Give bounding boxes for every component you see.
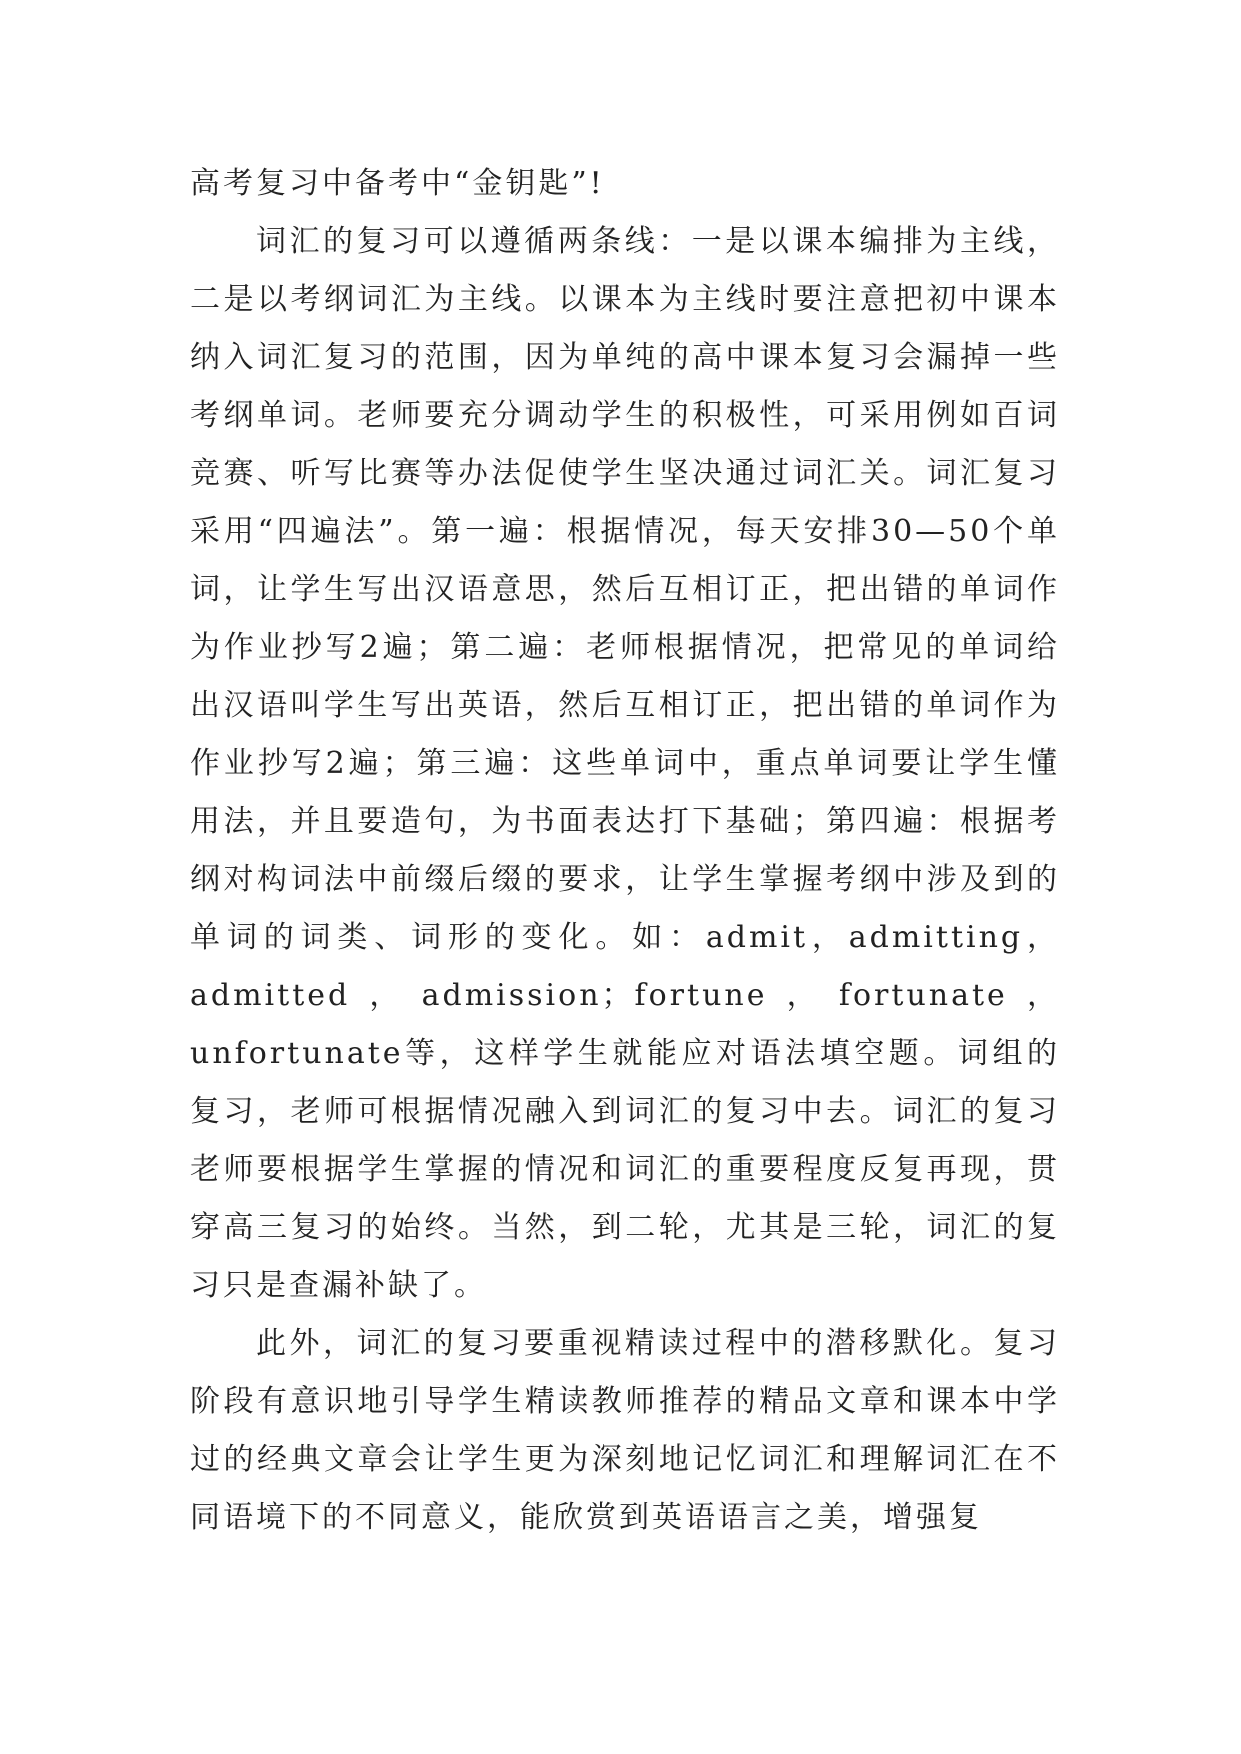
paragraph-2: 词汇的复习可以遵循两条线：一是以课本编排为主线，二是以考纲词汇为主线。以课本为主线时要注意把初中课本纳入词汇复习的范围，因为单纯的高中课本复习会漏掉一些考纲单词。老师要充分调动学生的积极性，可采用例如百词竞赛、听写比赛等办法促使学生坚决通过词汇关。词汇复习采用“四遍法”。第一遍：根据情况，每天安排30—50个单词，让学生写出汉语意思，然后互相订正，把出错的单词作为作业抄写2遍；第二遍：老师根据情况，把常见的单词给出汉语叫学生写出英语，然后互相订正，把出错的单词作为作业抄写2遍；第三遍：这些单词中，重点单词要让学生懂用法，并且要造句，为书面表达打下基础；第四遍：根据考纲对构词法中前缀后缀的要求，让学生掌握考纲中涉及到的单词的词类、词形的变化。如：admit，admitting，admitted，admission；fortune，fortunate，unfortunate等，这样学生就能应对语法填空题。词组的复习，老师可根据情况融入到词汇的复习中去。词汇的复习老师要根据学生掌握的情况和词汇的重要程度反复再现，贯穿高三复习的始终。当然，到二轮，尤其是三轮，词汇的复习只是查漏补缺了。 [190,224,1060,1303]
paragraph-1: 高考复习中备考中“金钥匙”! [190,166,605,201]
paragraph-3: 此外，词汇的复习要重视精读过程中的潜移默化。复习阶段有意识地引导学生精读教师推荐的精品文章和课本中学过的经典文章会让学生更为深刻地记忆词汇和理解词汇在不同语境下的不同意义，能欣赏到英语语言之美，增强复 [190,1326,1060,1535]
body-text [190,155,1060,1547]
